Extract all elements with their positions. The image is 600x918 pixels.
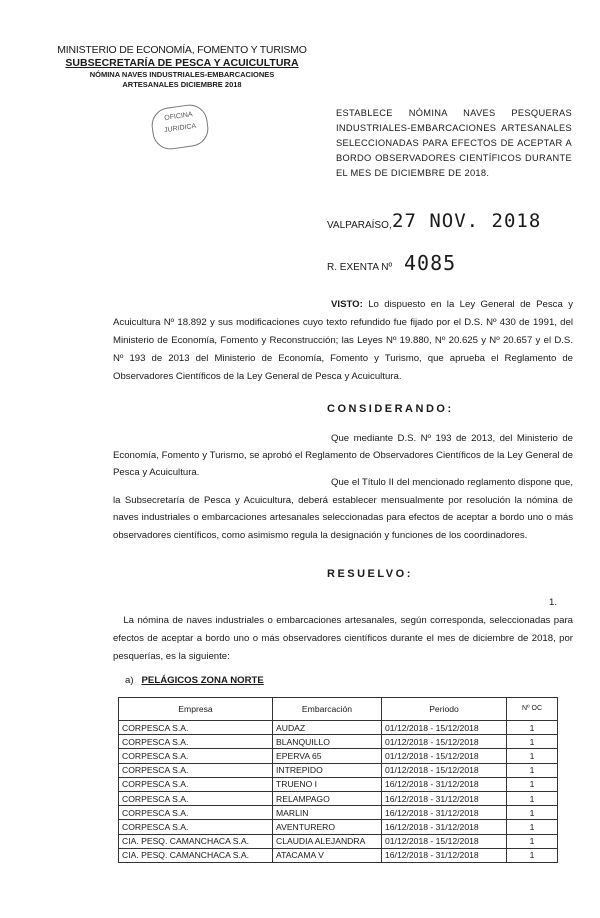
cell-periodo: 16/12/2018 - 31/12/2018 xyxy=(382,777,507,791)
vessel-table xyxy=(118,697,558,863)
table-row xyxy=(119,763,558,777)
cell-periodo: 01/12/2018 - 15/12/2018 xyxy=(382,735,507,749)
considerando-paragraph-2: Que el Título II del mencionado reglamento dispone que, la Subsecretaría de Pesca y Acuicultura, deberá establecer mensualmente por resolución la nómina de naves industriales o embarcaciones artesanales seleccionadas para efectos de aceptar a bordo uno o más observadores científicos, como asimismo regula la designación y funciones de los coordinadores. xyxy=(113,477,573,541)
cell-periodo: 16/12/2018 - 31/12/2018 xyxy=(382,791,507,805)
cell-periodo: 01/12/2018 - 15/12/2018 xyxy=(382,834,507,848)
cell-embarcacion: EPERVA 65 xyxy=(273,749,382,763)
ministry-name: MINISTERIO DE ECONOMÍA, FOMENTO Y TURISMO xyxy=(57,44,307,56)
resolution-number-label: R. EXENTA Nº xyxy=(327,262,393,273)
cell-empresa: CORPESCA S.A. xyxy=(119,777,273,791)
cell-num-oc: 1 xyxy=(507,777,558,791)
cell-num-oc: 1 xyxy=(507,763,558,777)
visto-label: VISTO: xyxy=(331,299,363,310)
table-header-row xyxy=(119,698,558,721)
cell-num-oc: 1 xyxy=(507,834,558,848)
table-row xyxy=(119,834,558,848)
resuelvo-paragraph-1 xyxy=(113,594,573,666)
table-row xyxy=(119,749,558,763)
cell-num-oc: 1 xyxy=(507,820,558,834)
cell-num-oc: 1 xyxy=(507,791,558,805)
section-heading xyxy=(125,675,264,686)
cell-periodo: 01/12/2018 - 15/12/2018 xyxy=(382,763,507,777)
table-row xyxy=(119,777,558,791)
letterhead xyxy=(52,44,312,89)
resuelvo-heading: RESUELVO: xyxy=(327,568,413,580)
table-row xyxy=(119,735,558,749)
section-title: PELÁGICOS ZONA NORTE xyxy=(141,675,264,686)
resuelvo-text: La nómina de naves industriales o embarcaciones artesanales, según corresponda, seleccionadas para efectos de aceptar a bordo uno o más observadores científicos durante el mes de diciembre de 2018, por pesquerías, es la siguiente: xyxy=(113,615,573,662)
section-letter: a) xyxy=(125,675,134,686)
reference-line-1: NÓMINA NAVES INDUSTRIALES-EMBARCACIONES xyxy=(89,70,275,79)
cell-empresa: CORPESCA S.A. xyxy=(119,735,273,749)
cell-periodo: 16/12/2018 - 31/12/2018 xyxy=(382,820,507,834)
col-header-empresa: Empresa xyxy=(119,698,273,721)
col-header-embarcacion: Embarcación xyxy=(273,698,382,721)
col-header-num-oc: Nº OC xyxy=(507,698,558,721)
table-row xyxy=(119,806,558,820)
cell-num-oc: 1 xyxy=(507,806,558,820)
cell-periodo: 01/12/2018 - 15/12/2018 xyxy=(382,721,507,735)
cell-embarcacion: MARLIN xyxy=(273,806,382,820)
col-header-periodo: Periodo xyxy=(382,698,507,721)
cell-num-oc: 1 xyxy=(507,721,558,735)
cell-empresa: CORPESCA S.A. xyxy=(119,749,273,763)
cell-empresa: CORPESCA S.A. xyxy=(119,820,273,834)
resuelvo-number: 1. xyxy=(549,597,558,608)
table-row xyxy=(119,820,558,834)
table-row xyxy=(119,721,558,735)
date-value: 27 NOV. 2018 xyxy=(392,210,542,232)
table-row xyxy=(119,848,558,862)
cell-embarcacion: TRUENO I xyxy=(273,777,382,791)
cell-num-oc: 1 xyxy=(507,749,558,763)
date-label: VALPARAÍSO, xyxy=(327,220,392,231)
cell-num-oc: 1 xyxy=(507,848,558,862)
considerando-heading: CONSIDERANDO: xyxy=(327,403,454,415)
visto-paragraph xyxy=(113,296,573,386)
cell-embarcacion: INTREPIDO xyxy=(273,763,382,777)
considerando-paragraph-1: Que mediante D.S. Nº 193 de 2013, del Ministerio de Economía, Fomento y Turismo, se aprobó el Reglamento de Observadores Científicos de la Ley General de Pesca y Acuicultura. xyxy=(113,433,573,478)
reference-line-2: ARTESANALES DICIEMBRE 2018 xyxy=(122,80,242,89)
cell-embarcacion: RELAMPAGO xyxy=(273,791,382,805)
cell-embarcacion: ATACAMA V xyxy=(273,848,382,862)
cell-embarcacion: BLANQUILLO xyxy=(273,735,382,749)
cell-empresa: CORPESCA S.A. xyxy=(119,791,273,805)
office-stamp: OFICINA JURIDICA xyxy=(149,102,210,151)
cell-embarcacion: CLAUDIA ALEJANDRA xyxy=(273,834,382,848)
cell-empresa: CORPESCA S.A. xyxy=(119,806,273,820)
resolution-number: 4085 xyxy=(404,251,457,275)
resolution-title: ESTABLECE NÓMINA NAVES PESQUERAS INDUSTRIALES-EMBARCACIONES ARTESANALES SELECCIONADAS PARA EFECTOS DE ACEPTAR A BORDO OBSERVADORES CIENTÍFICOS DURANTE EL MES DE DICIEMBRE DE 2018. xyxy=(336,108,572,178)
subsecretaria-name: SUBSECRETARÍA DE PESCA Y ACUICULTURA xyxy=(65,57,299,69)
cell-num-oc: 1 xyxy=(507,735,558,749)
cell-embarcacion: AUDAZ xyxy=(273,721,382,735)
cell-empresa: CIA. PESQ. CAMANCHACA S.A. xyxy=(119,834,273,848)
cell-periodo: 16/12/2018 - 31/12/2018 xyxy=(382,806,507,820)
cell-embarcacion: AVENTURERO xyxy=(273,820,382,834)
cell-periodo: 16/12/2018 - 31/12/2018 xyxy=(382,848,507,862)
cell-periodo: 01/12/2018 - 15/12/2018 xyxy=(382,749,507,763)
visto-text: Lo dispuesto en la Ley General de Pesca y Acuicultura Nº 18.892 y sus modificaciones cuyo texto refundido fue fijado por el D.S. Nº 430 de 1991, del Ministerio de Economía, Fomento y Reconstrucción; las Leyes Nº 19.880, Nº 20.625 y Nº 20.657 y el D.S. Nº 193 de 2013 del Ministerio de Economía, Fomento y Turismo, que aprueba el Reglamento de Observadores Científicos de la Ley General de Pesca y Acuicultura. xyxy=(113,299,573,382)
cell-empresa: CORPESCA S.A. xyxy=(119,763,273,777)
cell-empresa: CIA. PESQ. CAMANCHACA S.A. xyxy=(119,848,273,862)
cell-empresa: CORPESCA S.A. xyxy=(119,721,273,735)
table-row xyxy=(119,791,558,805)
